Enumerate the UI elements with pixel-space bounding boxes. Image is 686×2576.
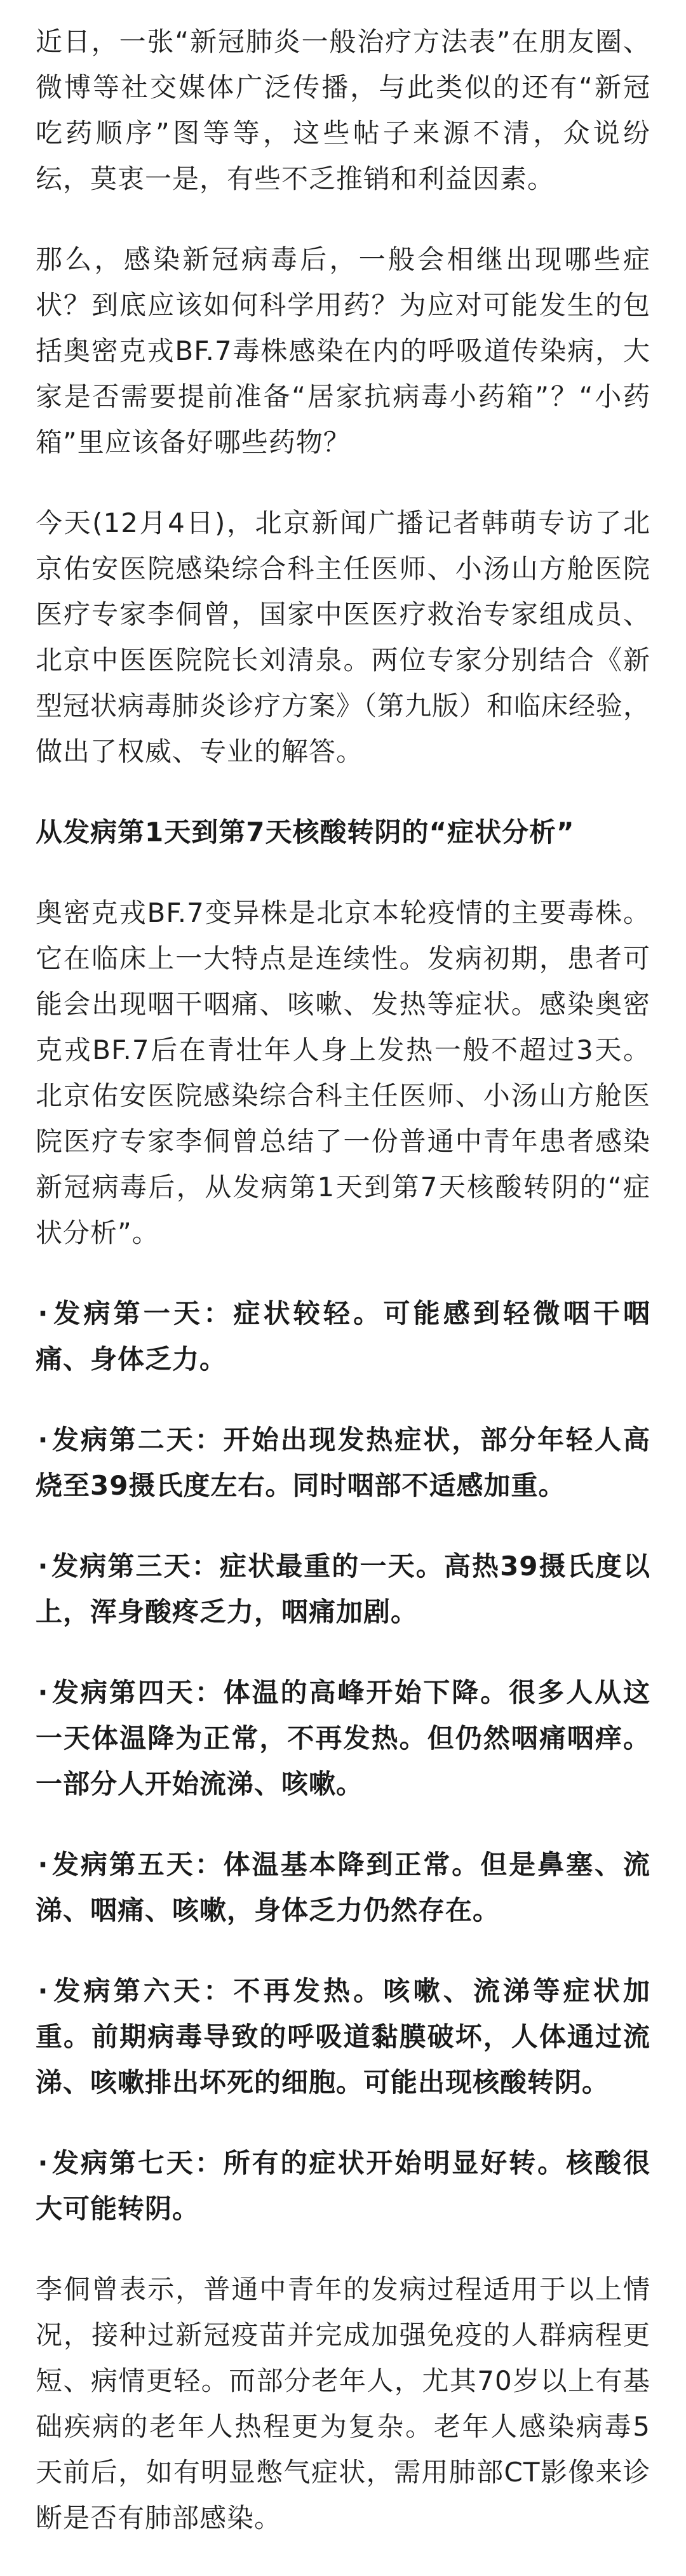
day-4-item bbox=[36, 1670, 650, 1807]
bullet-dot: · bbox=[37, 1298, 49, 1329]
day-3-item bbox=[36, 1544, 650, 1635]
variant-paragraph: 奥密克戎BF.7变异株是北京本轮疫情的主要毒株。它在临床上一大特点是连续性。发病初期，患者可能会出现咽干咽痛、咳嗽、发热等症状。感染奥密克戎BF.7后在青壮年人身上发热一般不超过3天。北京佑安医院感染综合科主任医师、小汤山方舱医院医疗专家李侗曾总结了一份普通中青年患者感染新冠病毒后，从发病第1天到第7天核酸转阴的“症状分析”。 bbox=[36, 897, 650, 1248]
bullet-dot: · bbox=[37, 1551, 49, 1582]
day-4-text: 发病第四天：体温的高峰开始下降。很多人从这一天体温降为正常，不再发热。但仍然咽痛咽痒。一部分人开始流涕、咳嗽。 bbox=[36, 1677, 650, 1799]
article-body bbox=[36, 19, 650, 2576]
day-2-item bbox=[36, 1417, 650, 1509]
intro-paragraph: 近日，一张“新冠肺炎一般治疗方法表”在朋友圈、微博等社交媒体广泛传播，与此类似的还有“新冠吃药顺序”图等等，这些帖子来源不清，众说纷纭，莫衷一是，有些不乏推销和利益因素。 bbox=[36, 26, 650, 194]
summary-paragraph: 李侗曾表示，普通中青年的发病过程适用于以上情况，接种过新冠疫苗并完成加强免疫的人群病程更短、病情更轻。而部分老年人，尤其70岁以上有基础疾病的老年人热程更为复杂。老年人感染病毒5天前后，如有明显憋气症状，需用肺部CT影像来诊断是否有肺部感染。 bbox=[36, 2274, 650, 2533]
day-3-text: 发病第三天：症状最重的一天。高热39摄氏度以上，浑身酸疼乏力，咽痛加剧。 bbox=[36, 1551, 650, 1627]
bullet-dot: · bbox=[37, 1849, 49, 1880]
day-6-text: 发病第六天：不再发热。咳嗽、流涕等症状加重。前期病毒导致的呼吸道黏膜破坏，人体通过流涕、咳嗽排出坏死的细胞。可能出现核酸转阴。 bbox=[36, 1975, 650, 2098]
section-heading: 从发病第1天到第7天核酸转阴的“症状分析” bbox=[36, 817, 575, 848]
day-5-item bbox=[36, 1842, 650, 1933]
day-7-text: 发病第七天：所有的症状开始明显好转。核酸很大可能转阴。 bbox=[36, 2147, 650, 2224]
day-7-item bbox=[36, 2140, 650, 2232]
day-1-item bbox=[36, 1291, 650, 1382]
bullet-dot: · bbox=[37, 2147, 49, 2179]
day-5-text: 发病第五天：体温基本降到正常。但是鼻塞、流涕、咽痛、咳嗽，身体乏力仍然存在。 bbox=[36, 1849, 650, 1926]
day-2-text: 发病第二天：开始出现发热症状，部分年轻人高烧至39摄氏度左右。同时咽部不适感加重。 bbox=[36, 1424, 650, 1501]
bullet-dot: · bbox=[37, 1424, 49, 1455]
interview-paragraph: 今天(12月4日)，北京新闻广播记者韩萌专访了北京佑安医院感染综合科主任医师、小汤山方舱医院医疗专家李侗曾，国家中医医疗救治专家组成员、北京中医医院院长刘清泉。两位专家分别结合《新型冠状病毒肺炎诊疗方案》（第九版）和临床经验，做出了权威、专业的解答。 bbox=[36, 507, 651, 767]
day-1-text: 发病第一天：症状较轻。可能感到轻微咽干咽痛、身体乏力。 bbox=[36, 1298, 650, 1375]
bullet-dot: · bbox=[37, 1975, 49, 2006]
bullet-dot: · bbox=[37, 1677, 49, 1708]
question-paragraph: 那么，感染新冠病毒后，一般会相继出现哪些症状？到底应该如何科学用药？为应对可能发生的包括奥密克戎BF.7毒株感染在内的呼吸道传染病，大家是否需要提前准备“居家抗病毒小药箱”？“小药箱”里应该备好哪些药物？ bbox=[36, 244, 650, 458]
day-6-item bbox=[36, 1968, 650, 2106]
